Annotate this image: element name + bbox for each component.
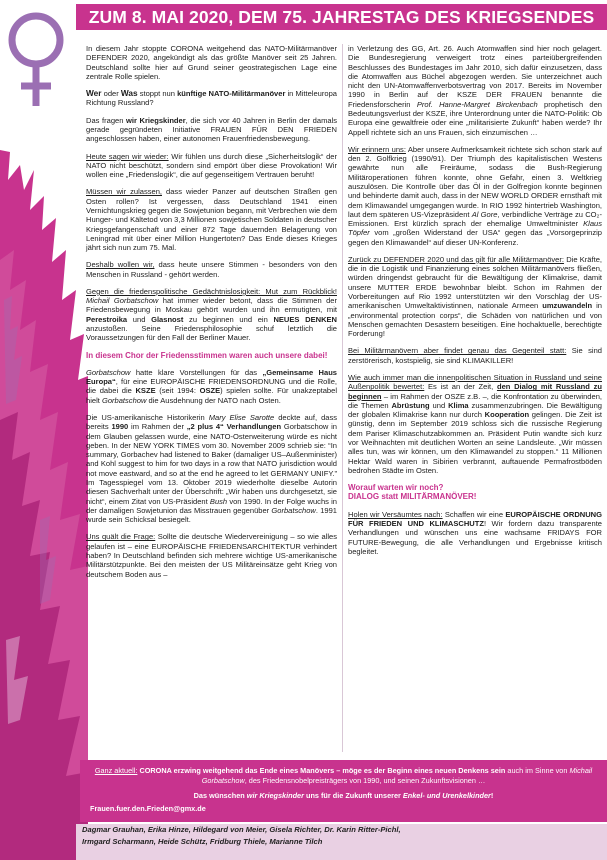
paragraph: Bei Militärmanövern aber findet genau das Gegenteil statt: Sie sind zerstörerisch, kostspielig, sie sind KLIMAKILLER! (348, 346, 602, 365)
signature-line: Irmgard Scharmann, Heide Schütz, Fridburg Thiele, Marianne Tilch (82, 837, 323, 846)
paragraph: Das fragen wir Kriegskinder, die sich vor 40 Jahren in Berlin der damals gerade gegründeten Initiative FRAUEN FÜR DEN FRIEDEN angeschlossen haben, einer autonomen Frauenfriedensbewegung. (86, 115, 338, 144)
right-column (348, 44, 602, 564)
paragraph: in Verletzung des GG, Art. 26. Auch Atomwaffen sind hier noch gelagert. Die Bundesregierung verweigert trotz eines parteiübergreifenden Beschlusses des Bundestages im Jahr 2010, sich dafür einzusetzen, dass die Atomwaffen aus Büchel abgezogen werden. Sie unterzeichnet auch nicht den UN-Atomwaffenverbotsvertrag von 2017. Bereits im November 1990 in Berlin auf der KSZE DER FRAUEN benannte die Friedensforscherin Prof. Hanne-Margret Birckenbach prophetisch den Bedeutungsverlust der KSZE, ihre Unterordnung unter die NATO-Politik: Ob Europa eine gewaltfreie oder eine „militarisierte Zukunft“ haben werde? Ihr Appell richtete sich an uns Frauen, sich einzumischen … (348, 44, 602, 137)
paragraph: Heute sagen wir wieder: Wir fühlen uns durch diese „Sicherheitslogik“ der NATO nicht beschützt, sondern sind empört über diese Provokation! Wir wollen eine „Friedenslogik“, die auf gegenseitigem Vertrauen beruht! (86, 151, 337, 180)
paragraph: Gegen die friedenspolitische Gedächtnislosigkeit: Mut zum Rückblick! Michail Gorbatschow hat immer wieder betont, dass die Stimmen der Friedensbewegung in Moskau gehört wurden und ihn ermutigten, mit Perestroika und Glasnost zu beginnen und ein NEUES DENKEN anzustoßen. Seine Friedensphilosophie schuf letztlich die Voraussetzungen für den Fall der Berliner Mauer. (86, 286, 338, 343)
paragraph: Gorbatschow hatte klare Vorstellungen für das „Gemeinsame Haus Europa“, für eine EUROPÄISCHE FRIEDENSORDNUNG und die Rolle, die dabei die KSZE (seit 1994: OSZE) spielen sollte. Für unakzeptabel hielt Gorbatschow die Ausdehnung der NATO nach Osten. (86, 367, 338, 405)
paragraph: Wie auch immer man die innenpolitischen Situation in Russland und seine Außenpolitik bewertet: Es ist an der Zeit, den Dialog mit Russland zu beginnen – im Rahmen der OSZE z.B. –, die Konfrontation zu überwinden, die Themen Abrüstung und Klima zusammenzubringen. Die Bewältigung der globalen Klimakrise kann nur durch Kooperation gelingen. Die Zeit ist günstig, denn im September 2019 schloss sich die russische Regierung dem Pariser Klimaschutzabkommen an. Präsident Putin wandte sich kurz vor Weihnachten mit deutlichen Worten an seine Landsleute. „Wir müssen alles tun, was wir können, um den Klimawandel zu stoppen.“ 11 Millionen Hektar Wald waren in Sibirien verbrannt, auftauende Permafrostböden bedrohen Städte im Osten. (348, 373, 602, 475)
footer-wish: Das wünschen wir Kriegskinder uns für die Zukunft unserer Enkel- und Urenkelkinder! (193, 791, 494, 801)
paragraph: Holen wir Versäumtes nach: Schaffen wir eine EUROPÄISCHE ORDNUNG FÜR FRIEDEN UND KLIMASCHUTZ! Wir fordern dazu transparente Verhandlungen und wünschen uns eine wachsame FRIDAYS FOR FUTURE-Bewegung, die alle Verhandlungen und Ergebnisse kritisch begleitet. (348, 509, 602, 556)
paragraph: Deshalb wollen wir, dass heute unsere Stimmen - besonders von den Menschen in Russland - gehört werden. (86, 260, 337, 279)
footer-statement: Ganz aktuell: CORONA erzwing weitgehend das Ende eines Manövers – möge es der Beginn eines neuen Denkens sein auch im Sinne von Michail Gorbatschow, des Friedensnobelpreisträgers von 1990, und seinen Zukunftsvisionen … (94, 766, 593, 785)
call-to-action: Worauf warten wir noch? DIALOG statt MILITÄRMANÖVER! (348, 483, 477, 502)
contact-email-link[interactable]: Frauen.fuer.den.Frieden@gmx.de (90, 803, 206, 813)
signatures (76, 824, 607, 860)
column-divider (342, 44, 343, 752)
crowd-silhouette (0, 150, 88, 860)
raised-hands-illustration (0, 0, 88, 860)
highlight-statement: In diesem Chor der Friedensstimmen waren auch unsere dabei! (86, 350, 328, 360)
paragraph: Zurück zu DEFENDER 2020 und das gilt für alle Militärmanöver: Die Kräfte, die in die Logistik und Finanzierung eines solchen Militärmanövers fließen, würden dringendst gebraucht für die Bewältigung der Klimakrise, damit unsere MUTTER ERDE bewohnbar bleibt. Schon im Rahmen der Vorbereitungen auf Rio 1992 unterstützten wir den Vorschlag der US-amerikanischen Umweltaktivistinnen, nationale Armeen umzuwandeln in „environmental protection corps“, die Schäden von natürlichen und von Menschen gemachten Desastern beseitigen. Eine hochaktuelle, berechtigte Forderung! (348, 254, 602, 339)
paragraph: Wir erinnern uns: Aber unsere Aufmerksamkeit richtete sich schon stark auf den 2. Golfkrieg (1990/91). Der Triumph des kapitalistischen Westens gewährte nun alle Freiräume, sodass die Bush-Regierung Militäroperationen führen konnte, ohne Gefahr, einen 3. Weltkrieg auszulösen. Die Kontrolle über das Öl in der Golfregion konnte beginnen und behinderte damit auch, dass in der NEW WORLD ORDER ernsthaft mit dem Klimawandel umgegangen wurde. In RIO 1992 hintertrieb Washington, laut dem späteren US-Vizepräsident Al Gore, verbindliche Verträge zu CO₂-Emissionen. Erst kürzlich sprach der ehemalige Umweltminister Klaus Töpfer vom „großen Widerstand der USA“ gegen das „Vorsorgeprinzip gegen den Klimawandel“ auf dieser UN-Konferenz. (348, 144, 602, 247)
signature-line: Dagmar Grauhan, Erika Hinze, Hildegard von Meier, Gisela Richter, Dr. Karin Ritter-Pichl, (82, 825, 401, 834)
paragraph: Wer oder Was stoppt nun künftige NATO-Militärmanöver in Mitteleuropa Richtung Russland? (86, 88, 337, 108)
left-column (86, 44, 337, 587)
paragraph: In diesem Jahr stoppte CORONA weitgehend das NATO-Militärmanöver DEFENDER 2020, angekündigt als das größte Manöver seit 25 Jahren. Deutschland sollte hier auf Grund seiner geostrategischen Lage eine zentrale Rolle spielen. (86, 44, 337, 81)
page-title: ZUM 8. MAI 2020, DEM 75. JAHRESTAG DES KRIEGSENDES (76, 4, 607, 30)
footer-band (80, 760, 607, 822)
paragraph: Müssen wir zulassen, dass wieder Panzer auf deutschen Straßen gen Osten rollen? Ist vergessen, dass Deutschland 1941 einen Vernichtungskrieg gegen die Sowjetunion begann, mit Verbrechen wie dem Hunger- und Kältetod von 3,3 Millionen sowjetischen Soldaten in deutscher Kriegsgefangenschaft und einer 872 Tage dauernden Belagerung von Leningrad mit über einer Million Hungertoten? Das Ende dieses Krieges jährt sich nun zum 75. Mal. (86, 187, 337, 253)
venus-symbol-icon (12, 16, 60, 106)
paragraph: Uns quält die Frage: Sollte die deutsche Wiedervereinigung – so wie alles gelaufen ist – eine EUROPÄISCHE FRIEDENSARCHITEKTUR verhindert haben? In Deutschland befinden sich mehrere wichtige US-amerikanische Militärstützpunkte. Bei den meisten der US Militäreinsätze geht Krieg von deutschem Boden aus – (86, 532, 338, 579)
paragraph: Die US-amerikanische Historikerin Mary Elise Sarotte deckte auf, dass bereits 1990 im Rahmen der „2 plus 4“ Verhandlungen Gorbatschow in dem Glauben gelassen wurde, eine NATO-Osterweiterung würde es nicht geben. In der NEW YORK TIMES vom 30. November 2009 schrieb sie: “In summary, Gorbachev had listened to Baker (damaliger US–Außenminister) and Kohl suggest to him for two days in a row that NATO jurisdiction would not move eastward, and so at the end he agreed to let GERMANY UNIFY.” Im Tagesspiegel vom 13. Oktober 2019 wiederholte dieselbe Autorin diesen Sachverhalt unter der Überschrift: „Wir haben uns durchgesetzt, sie nicht“, einem Zitat von US-Präsident Bush von 1990. In der Folge wuchs in der damaligen Sowjetunion das Misstrauen gegenüber Gorbatschow. 1991 wurde sein Schicksal besiegelt. (86, 413, 338, 525)
